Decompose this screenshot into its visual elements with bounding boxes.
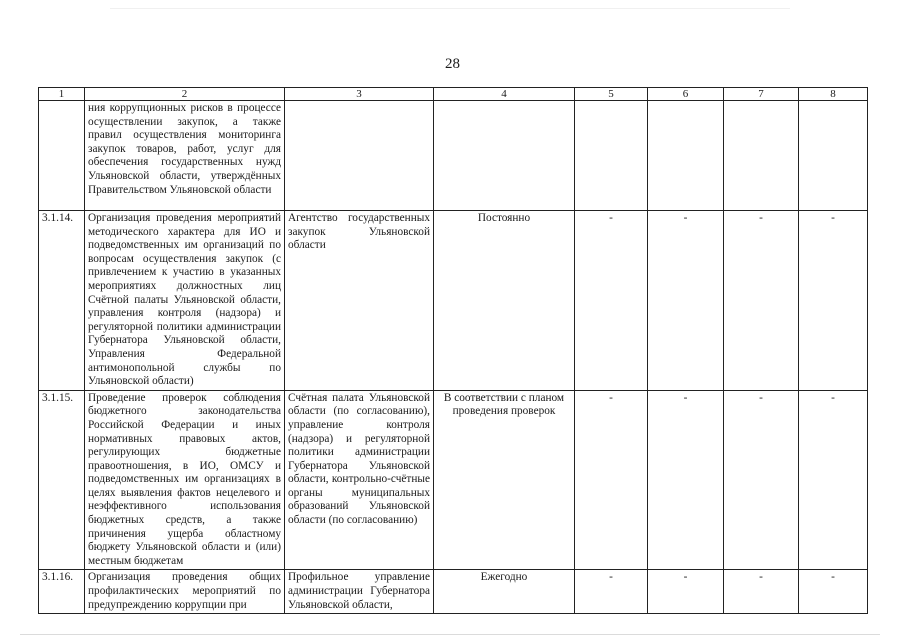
cell-col6: - — [648, 570, 724, 614]
term-text: В соответствии с планом проведения проверок — [434, 390, 575, 570]
executor-text: Агентство государственных закупок Ульяновской области — [285, 211, 434, 391]
table-row — [39, 390, 868, 570]
measure-text: Проведение проверок соблюдения бюджетного законодательства Российской Федерации и иных нормативных правовых актов, регулирующих бюджетные правоотношения, в ИО, ОМСУ и подведомственных им организациях в целях выявления фактов нецелевого и неэффективного использования бюджетных средств, а также причинения ущерба областному бюджету Ульяновской области и (или) местным бюджетам — [85, 390, 285, 570]
cell-col6 — [648, 101, 724, 211]
item-number: 3.1.15. — [39, 390, 85, 570]
cell-col8: - — [799, 390, 868, 570]
cell-col7: - — [724, 390, 799, 570]
item-number: 3.1.16. — [39, 570, 85, 614]
executor-text: Счётная палата Ульяновской области (по согласованию), управление контроля (надзора) и регуляторной политики администрации Губернатора Ульяновской области, контрольно-счётные органы муниципальных образований Ульяновской области (по согласованию) — [285, 390, 434, 570]
table-row — [39, 211, 868, 391]
cell-col8: - — [799, 211, 868, 391]
page-number: 28 — [445, 56, 460, 72]
measure-text: ния коррупционных рисков в процессе осуществлении закупок, а также правил осуществления мониторинга закупок товаров, работ, услуг для обеспечения государственных нужд Ульяновской области, утверждённых Правительством Ульяновской области — [85, 101, 285, 211]
column-header: 2 — [85, 88, 285, 101]
column-header: 3 — [285, 88, 434, 101]
term-text: Постоянно — [434, 211, 575, 391]
measure-text: Организация проведения общих профилактических мероприятий по предупреждению коррупции при — [85, 570, 285, 614]
cell-col7 — [724, 101, 799, 211]
column-header: 5 — [575, 88, 648, 101]
cell-col8 — [799, 101, 868, 211]
cell-col8: - — [799, 570, 868, 614]
item-number — [39, 101, 85, 211]
scan-artifact-top — [110, 8, 790, 9]
cell-col6: - — [648, 390, 724, 570]
cell-col5: - — [575, 211, 648, 391]
cell-col5: - — [575, 570, 648, 614]
column-header: 8 — [799, 88, 868, 101]
table-row — [39, 101, 868, 211]
cell-col5 — [575, 101, 648, 211]
column-header: 7 — [724, 88, 799, 101]
plan-table — [38, 87, 868, 614]
term-text: Ежегодно — [434, 570, 575, 614]
executor-text — [285, 101, 434, 211]
term-text — [434, 101, 575, 211]
cell-col7: - — [724, 211, 799, 391]
column-header: 1 — [39, 88, 85, 101]
measure-text: Организация проведения мероприятий методического характера для ИО и подведомственных им организаций по вопросам осуществления закупок (с привлечением к участию в указанных мероприятиях должностных лиц Счётной палаты Ульяновской области, управления контроля (надзора) и регуляторной политики администрации Губернатора Ульяновской области, Управления Федеральной антимонопольной службы по Ульяновской области) — [85, 211, 285, 391]
table-row — [39, 570, 868, 614]
cell-col5: - — [575, 390, 648, 570]
scan-artifact-bottom — [20, 634, 880, 635]
cell-col7: - — [724, 570, 799, 614]
column-header: 4 — [434, 88, 575, 101]
executor-text: Профильное управление администрации Губернатора Ульяновской области, — [285, 570, 434, 614]
cell-col6: - — [648, 211, 724, 391]
column-header: 6 — [648, 88, 724, 101]
column-number-row — [39, 88, 868, 101]
item-number: 3.1.14. — [39, 211, 85, 391]
